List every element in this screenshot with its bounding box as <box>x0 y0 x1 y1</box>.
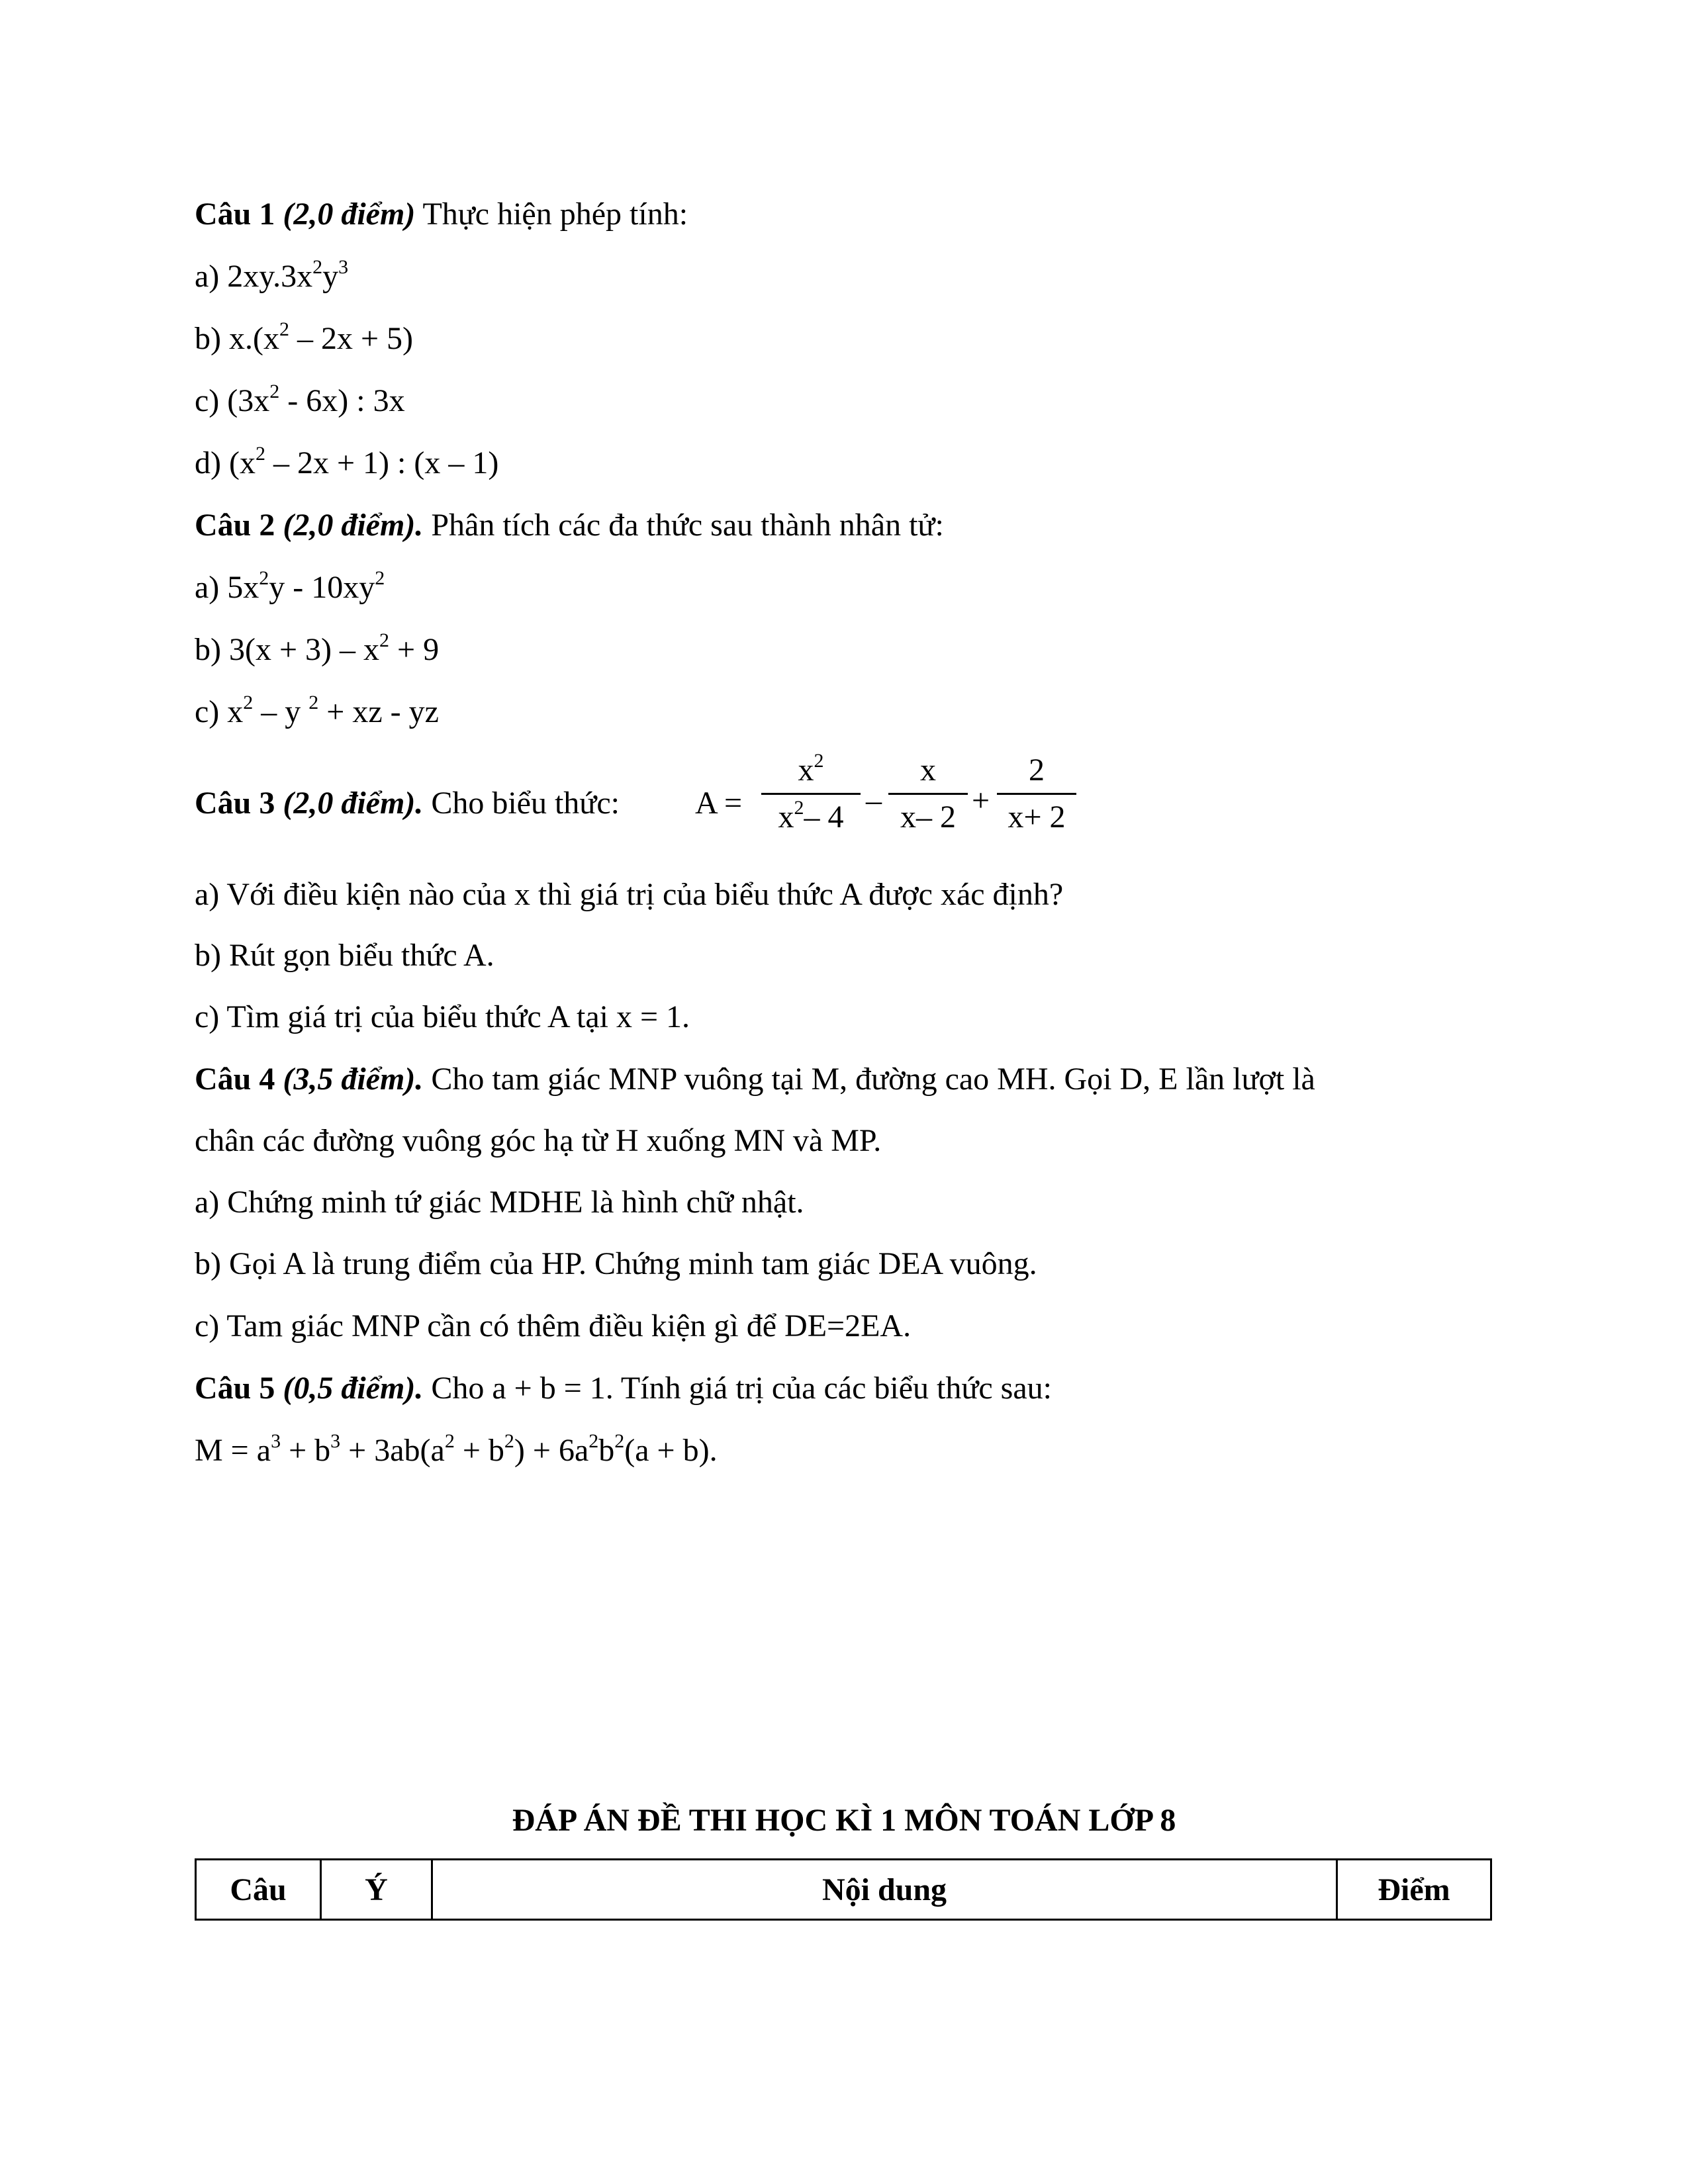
q3-part-b: b) Rút gọn biểu thức A. <box>195 938 494 973</box>
q1-part-c: c) $(3x^2 - 6x)$ : 3x <box>195 381 405 418</box>
fraction-1 <box>761 750 861 835</box>
formula-minus: – <box>866 783 882 818</box>
q3-part-c: c) Tìm giá trị của biểu thức A tại x = 1. <box>195 999 690 1034</box>
q1-part-d: d) $(x^2 - 2x + 1)$ : (x – 1) <box>195 443 499 480</box>
q4-text-continued: chân các đường vuông góc hạ từ H xuống MN và MP. <box>195 1123 882 1158</box>
q5-heading <box>195 1373 1052 1404</box>
answer-table <box>195 1858 1492 1921</box>
q4-text: Cho tam giác MNP vuông tại M, đường cao MH. Gọi D, E lần lượt là <box>431 1062 1315 1097</box>
q2-label: Câu 2 <box>195 508 275 543</box>
q4-points: (3,5 điểm). <box>283 1062 424 1097</box>
q4-heading <box>195 1064 1315 1095</box>
header-noi-dung: Nội dung <box>432 1860 1337 1920</box>
fraction-2-numerator: x <box>920 752 936 788</box>
header-cau: Câu <box>196 1860 321 1920</box>
q4-part-b: b) Gọi A là trung điểm của HP. Chứng minh tam giác DEA vuông. <box>195 1246 1037 1281</box>
header-y: Ý <box>321 1860 432 1920</box>
q1-heading <box>195 199 688 230</box>
q2-part-a: a) $5x^2y - 10xy^2$ <box>195 567 385 605</box>
q3-points: (2,0 điểm). <box>283 786 424 821</box>
header-diem: Điểm <box>1337 1860 1491 1920</box>
fraction-3 <box>997 754 1076 833</box>
q5-formula: $M = a^3 + b^3 + 3ab(a^2 + b^2) + 6a^2b^2(a + b)$. <box>195 1430 718 1468</box>
q5-points: (0,5 điểm). <box>283 1371 424 1406</box>
q2-part-b: b) $3(x + 3) - x^2 + 9$ <box>195 629 440 667</box>
q1-text: Thực hiện phép tính: <box>422 197 688 232</box>
q4-part-c: c) Tam giác MNP cần có thêm điều kiện gì để DE=2EA. <box>195 1308 912 1343</box>
q3-part-a: a) Với điều kiện nào của x thì giá trị của biểu thức A được xác định? <box>195 877 1064 912</box>
fraction-1-denominator: $x^2-$ 4 <box>761 793 861 833</box>
q1-label: Câu 1 <box>195 197 275 232</box>
q3-text: Cho biểu thức: <box>431 786 620 821</box>
q5-label: Câu 5 <box>195 1371 275 1406</box>
formula-plus: + <box>972 783 990 818</box>
answer-key-title: ĐÁP ÁN ĐỀ THI HỌC KÌ 1 MÔN TOÁN LỚP 8 <box>512 1803 1176 1838</box>
q2-points: (2,0 điểm). <box>283 508 424 543</box>
q2-text: Phân tích các đa thức sau thành nhân tử: <box>431 508 944 543</box>
q5-text: Cho a + b = 1. Tính giá trị của các biểu thức sau: <box>431 1371 1052 1406</box>
fraction-3-numerator: 2 <box>1029 752 1045 788</box>
fraction-1-numerator: $x^2$ <box>798 750 824 788</box>
q4-part-a: a) Chứng minh tứ giác MDHE là hình chữ nhật. <box>195 1185 804 1220</box>
q2-heading <box>195 510 944 541</box>
q1-points: (2,0 điểm) <box>283 197 416 232</box>
q1-part-a: a) $2xy.3x^2y^3$ <box>195 256 349 294</box>
q4-label: Câu 4 <box>195 1062 275 1097</box>
q3-heading <box>195 788 620 819</box>
fraction-2-denominator: x– 2 <box>888 793 968 833</box>
q3-label: Câu 3 <box>195 786 275 821</box>
q2-part-c: c) $x^2$ – y $^2$ + xz - yz <box>195 692 439 729</box>
answer-table-header <box>196 1860 1491 1920</box>
fraction-2 <box>888 754 968 833</box>
q1-part-b: b) $x.(x^2 - 2x + 5)$ <box>195 318 414 356</box>
fraction-3-denominator: x+ 2 <box>997 793 1076 833</box>
formula-lhs: A = <box>695 786 743 821</box>
